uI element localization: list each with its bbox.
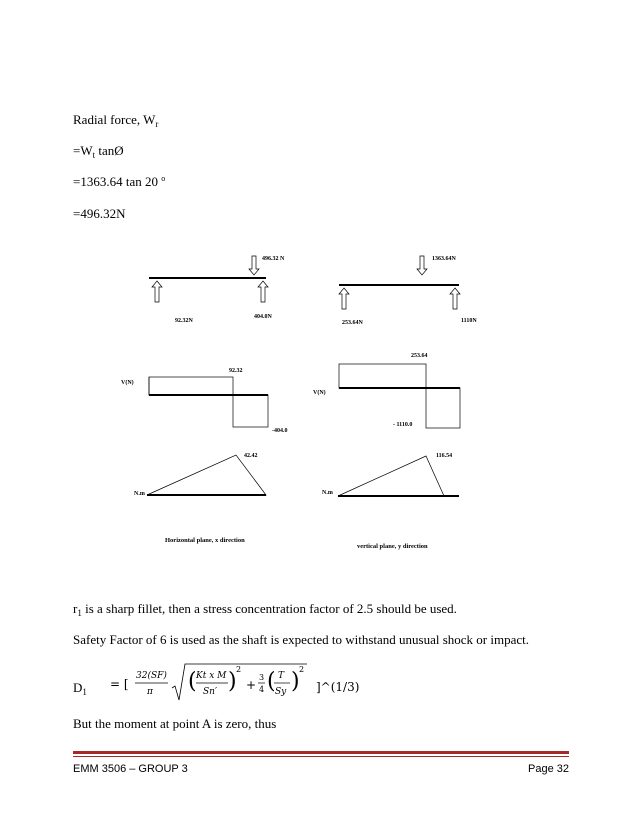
footer-left: EMM 3506 – GROUP 3 <box>73 763 188 775</box>
v-left-reaction-arrow-up-icon <box>339 288 349 309</box>
frac3-denominator: 4 <box>259 685 265 694</box>
formula-equals-bracket: = [ <box>110 677 129 691</box>
v-moment-axis-label: N.m <box>322 490 333 496</box>
eq2-text: =1363.64 tan 20 <box>73 174 162 189</box>
paren-close: ) <box>228 669 237 694</box>
v-shear-positive-label: 253.64 <box>411 353 428 359</box>
v-moment-triangle <box>338 456 444 496</box>
frac1-numerator: 32(SF) <box>136 671 167 681</box>
h-load-label: 496.32 N <box>262 256 285 262</box>
h-left-reaction-label: 92.32N <box>175 318 193 324</box>
eq1-subscript: t <box>92 150 96 160</box>
vertical-plane-diagram <box>313 256 477 550</box>
radial-subscript: r <box>155 119 159 129</box>
plus-sign: + <box>246 678 257 692</box>
d1-letter: D <box>73 680 83 695</box>
fillet-sentence <box>73 601 457 618</box>
h-shear-positive-block <box>149 377 233 395</box>
frac3-numerator: 3 <box>259 673 265 682</box>
v-right-reaction-label: 1110N <box>461 318 477 324</box>
eq1-prefix: =W <box>73 143 93 158</box>
h-moment-triangle <box>147 455 266 495</box>
left-reaction-arrow-up-icon <box>152 281 162 302</box>
inner-denominator: Sn′ <box>203 687 218 697</box>
v-shear-negative-label: - 1110.0 <box>393 422 413 428</box>
footer-rule-thin <box>73 756 569 757</box>
fillet-rest: is a sharp fillet, then a stress concentration factor of 2.5 should be used. <box>81 601 457 616</box>
inner2-numerator: T <box>278 671 285 681</box>
h-shear-negative-block <box>233 395 268 427</box>
eq1-suffix: tanØ <box>95 143 124 158</box>
v-shear-axis-label: V(N) <box>313 390 326 396</box>
v-left-reaction-label: 253.64N <box>342 320 363 326</box>
radial-force-label: Radial force, W <box>73 112 156 127</box>
paren-close-2: ) <box>291 669 300 694</box>
h-shear-axis-label: V(N) <box>121 380 134 386</box>
v-load-label: 1363.64N <box>432 256 456 262</box>
degree-symbol: o <box>161 174 166 183</box>
load-arrow-down-icon <box>249 256 259 275</box>
horizontal-plane-diagram <box>121 256 288 544</box>
shaft-diameter-formula <box>110 662 330 710</box>
v-shear-negative-block <box>426 388 460 428</box>
paren-open-2: ( <box>267 669 276 694</box>
inner2-denominator: Sy <box>275 687 287 697</box>
h-shear-negative-label: -404.0 <box>272 428 288 434</box>
v-moment-peak-label: 116.54 <box>436 453 453 459</box>
paren-open: ( <box>188 669 197 694</box>
safety-factor-sentence: Safety Factor of 6 is used as the shaft is expected to withstand unusual shock or impact. <box>73 632 529 647</box>
footer-rule-thick <box>73 751 569 754</box>
formula-tail: ]^(1/3) <box>316 680 360 694</box>
right-reaction-arrow-up-icon <box>258 281 268 302</box>
equation-line-3: =496.32N <box>73 206 126 221</box>
h-diagram-caption: Horizontal plane, x direction <box>165 537 245 544</box>
fillet-subscript: 1 <box>77 608 82 618</box>
fillet-r: r <box>73 601 78 616</box>
h-moment-peak-label: 42.42 <box>244 453 258 459</box>
footer-page-number: Page 32 <box>528 763 569 775</box>
h-right-reaction-label: 404.0N <box>254 314 272 320</box>
d1-subscript: 1 <box>82 687 87 697</box>
h-shear-positive-label: 92.32 <box>229 368 243 374</box>
inner-numerator: Kt x M <box>196 671 227 681</box>
exponent-1: 2 <box>236 665 242 674</box>
moment-note: But the moment at point A is zero, thus <box>73 716 277 731</box>
v-shear-positive-block <box>339 364 426 388</box>
v-right-reaction-arrow-up-icon <box>450 288 460 309</box>
exponent-2: 2 <box>299 665 305 674</box>
frac1-denominator: π <box>147 687 153 697</box>
d1-label <box>73 680 87 697</box>
v-load-arrow-down-icon <box>417 256 427 275</box>
v-diagram-caption: vertical plane, y direction <box>357 543 428 550</box>
h-moment-axis-label: N.m <box>134 491 145 497</box>
